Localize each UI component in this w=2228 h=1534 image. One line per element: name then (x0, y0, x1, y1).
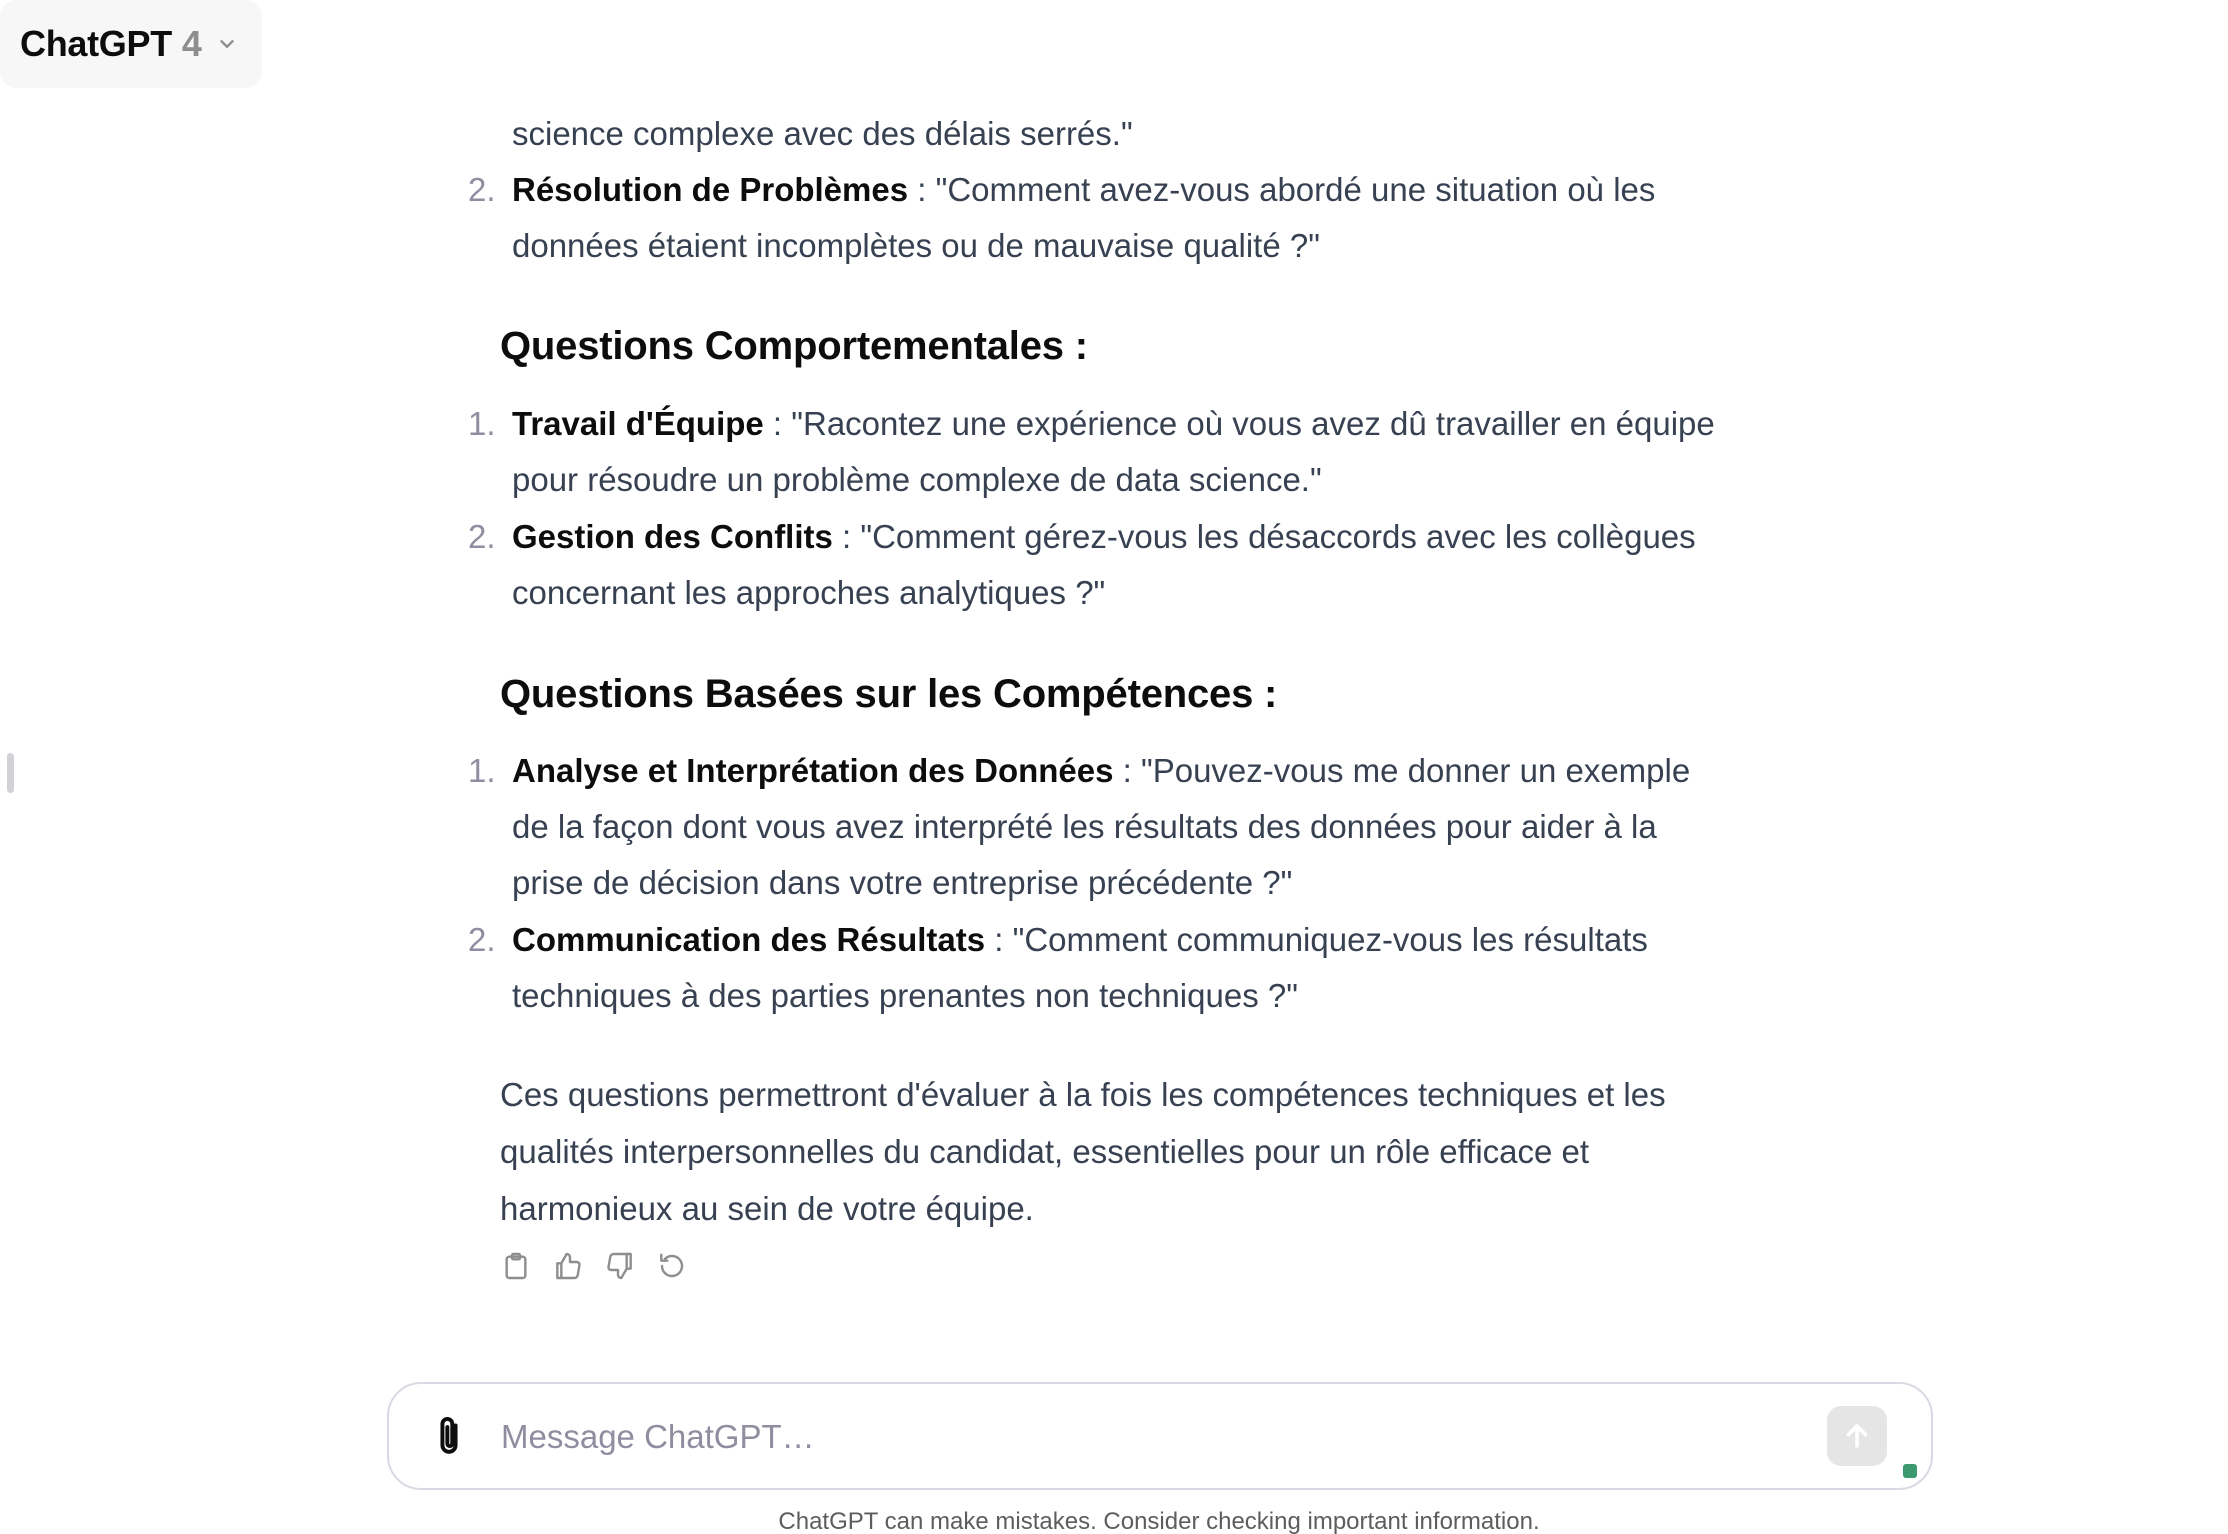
list-item-continuation (512, 106, 1732, 162)
arrow-up-icon (1840, 1419, 1874, 1453)
disclaimer-text: ChatGPT can make mistakes. Consider checking important information. (778, 1508, 1540, 1534)
section-heading: Questions Comportementales : (500, 324, 1088, 368)
list-number: 2. (468, 921, 496, 958)
list-number: 2. (468, 171, 496, 208)
copy-icon (500, 1250, 532, 1282)
list-item (512, 509, 1732, 621)
status-indicator (1903, 1464, 1917, 1478)
paperclip-icon (429, 1414, 469, 1460)
list-number: 1. (468, 752, 496, 789)
model-name: ChatGPT (20, 23, 172, 64)
item-title: Gestion des Conflits (512, 518, 833, 555)
message-input[interactable] (499, 1410, 1783, 1464)
section-heading: Questions Basées sur les Compétences : (500, 672, 1278, 716)
model-version: 4 (181, 23, 202, 64)
item-title: Analyse et Interprétation des Données (512, 752, 1114, 789)
item-title: Travail d'Équipe (512, 405, 764, 442)
attach-button[interactable] (429, 1414, 469, 1460)
list-number: 2. (468, 518, 496, 555)
list-number: 1. (468, 405, 496, 442)
list-item (512, 912, 1732, 1024)
regenerate-icon (656, 1250, 688, 1282)
item-text: : "Pouvez-vous me donner un exemple de la façon dont vous avez interprété les résultats des données pour aider à la prise de décision dans votre entreprise précédente ?" (512, 752, 1691, 901)
send-button[interactable] (1827, 1406, 1887, 1466)
thumbs-up-button[interactable] (552, 1248, 584, 1284)
sidebar-toggle-handle[interactable] (7, 753, 14, 793)
list-item (512, 396, 1732, 508)
message-actions (500, 1248, 688, 1284)
list-item (512, 743, 1732, 911)
message-composer (387, 1382, 1933, 1490)
copy-button[interactable] (500, 1248, 532, 1284)
item-title: Résolution de Problèmes (512, 171, 909, 208)
list-item (512, 162, 1732, 274)
closing-paragraph: Ces questions permettront d'évaluer à la fois les compétences techniques et les qualités interpersonnelles du candidat, essentielles pour un rôle efficace et harmonieux au sein de votre équipe. (500, 1076, 1666, 1227)
thumbs-up-icon (552, 1250, 584, 1282)
regenerate-button[interactable] (656, 1248, 688, 1284)
item-text: : "Racontez une expérience où vous avez dû travailler en équipe pour résoudre un problème complexe de data science." (512, 405, 1715, 498)
thumbs-down-button[interactable] (604, 1248, 636, 1284)
chevron-down-icon (216, 33, 238, 55)
item-text: : "Comment communiquez-vous les résultats techniques à des parties prenantes non techniques ?" (512, 921, 1648, 1014)
item-text: : "Comment avez-vous abordé une situation où les données étaient incomplètes ou de mauvaise qualité ?" (512, 171, 1656, 264)
model-selector[interactable] (0, 0, 262, 88)
item-text: : "Comment gérez-vous les désaccords avec les collègues concernant les approches analytiques ?" (512, 518, 1696, 611)
item-text: science complexe avec des délais serrés." (512, 115, 1133, 152)
item-title: Communication des Résultats (512, 921, 986, 958)
thumbs-down-icon (604, 1250, 636, 1282)
